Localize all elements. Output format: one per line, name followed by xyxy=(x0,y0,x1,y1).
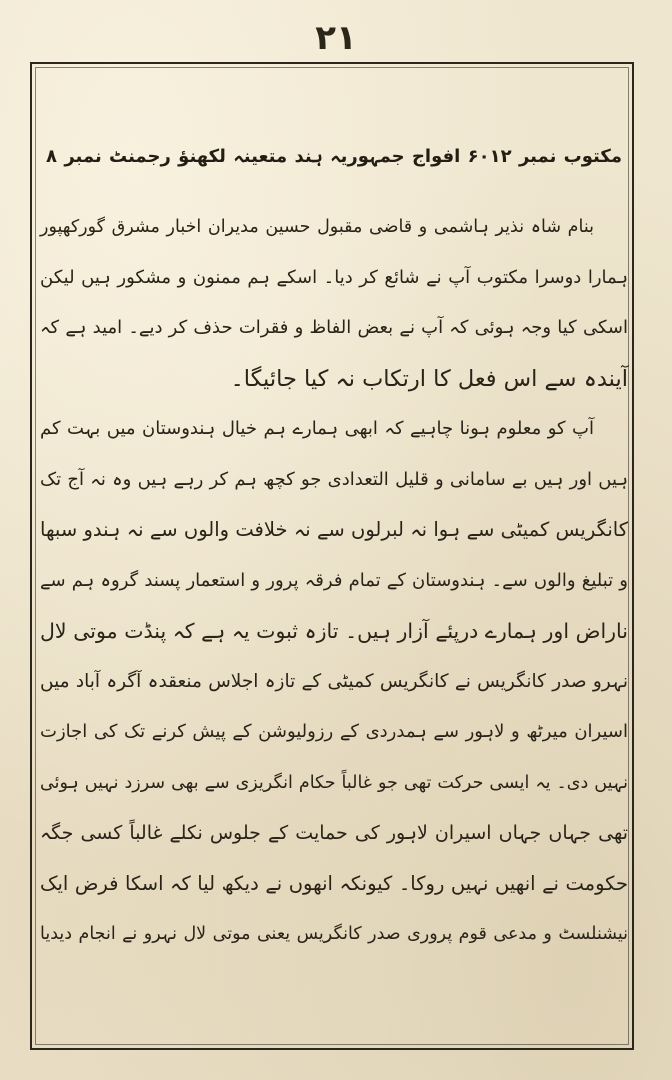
text-line: کانگریس کمیٹی سے ہوا نہ لبرلوں سے نہ خلافت والوں سے نہ ہندو سبھا xyxy=(40,518,628,541)
text-line: نہیں دی۔ یہ ایسی حرکت تھی جو غالباً حکام انگریزی سے بھی سرزد نہیں ہوئی xyxy=(40,772,628,793)
text-line: اسکی کیا وجہ ہوئی کہ آپ نے بعض الفاظ و فقرات حذف کر دیے۔ امید ہے کہ xyxy=(40,317,628,338)
text-line: آیندہ سے اس فعل کا ارتکاب نہ کیا جائیگا۔ xyxy=(230,365,628,392)
text-line: اسیران میرٹھ و لاہور سے ہمدردی کے رزولیوشن کے پیش کرنے تک کی اجازت xyxy=(40,721,628,742)
text-line: ہمارا دوسرا مکتوب آپ نے شائع کر دیا۔ اسکے ہم ممنون و مشکور ہیں لیکن xyxy=(40,266,628,288)
text-line: ہیں اور ہیں بے سامانی و قلیل التعدادی جو کچھ ہم کر رہے ہیں وہ نہ آج تک xyxy=(40,468,628,490)
text-line: نیشنلسٹ و مدعی قوم پروری صدر کانگریس یعنی موتی لال نہرو نے انجام دیدیا xyxy=(40,924,628,944)
text-line: حکومت نے انھیں نہیں روکا۔ کیونکہ انھوں نے دیکھ لیا کہ اسکا فرض ایک xyxy=(40,871,628,895)
text-line: نہرو صدر کانگریس نے کانگریس کمیٹی کے تازہ اجلاس منعقدہ آگرہ آباد میں xyxy=(40,670,628,692)
text-line-addressee: بنام شاہ نذیر ہاشمی و قاضی مقبول حسین مدیران اخبار مشرق گورکھپور xyxy=(40,217,594,237)
text-line-paragraph-start: آپ کو معلوم ہونا چاہیے کہ ابھی ہمارے ہم خیال ہندوستان میں بہت کم xyxy=(40,418,594,439)
text-line: و تبلیغ والوں سے۔ ہندوستان کے تمام فرقہ پرور و استعمار پسند گروہ ہم سے xyxy=(40,569,628,591)
letter-title: مکتوب نمبر ۶۰۱۲ افواج جمہوریہ ہند متعینہ لکھنؤ رجمنٹ نمبر ۸ xyxy=(46,146,622,167)
letter-content xyxy=(40,80,628,1040)
page-number: ۲۱ xyxy=(315,18,357,58)
text-line: تھی جہاں جہاں اسیران لاہور کی حمایت کے جلوس نکلے غالباً کسی جگہ xyxy=(40,822,628,844)
text-line: ناراض اور ہمارے درپئے آزار ہیں۔ تازہ ثبوت یہ ہے کہ پنڈت موتی لال xyxy=(40,619,628,643)
